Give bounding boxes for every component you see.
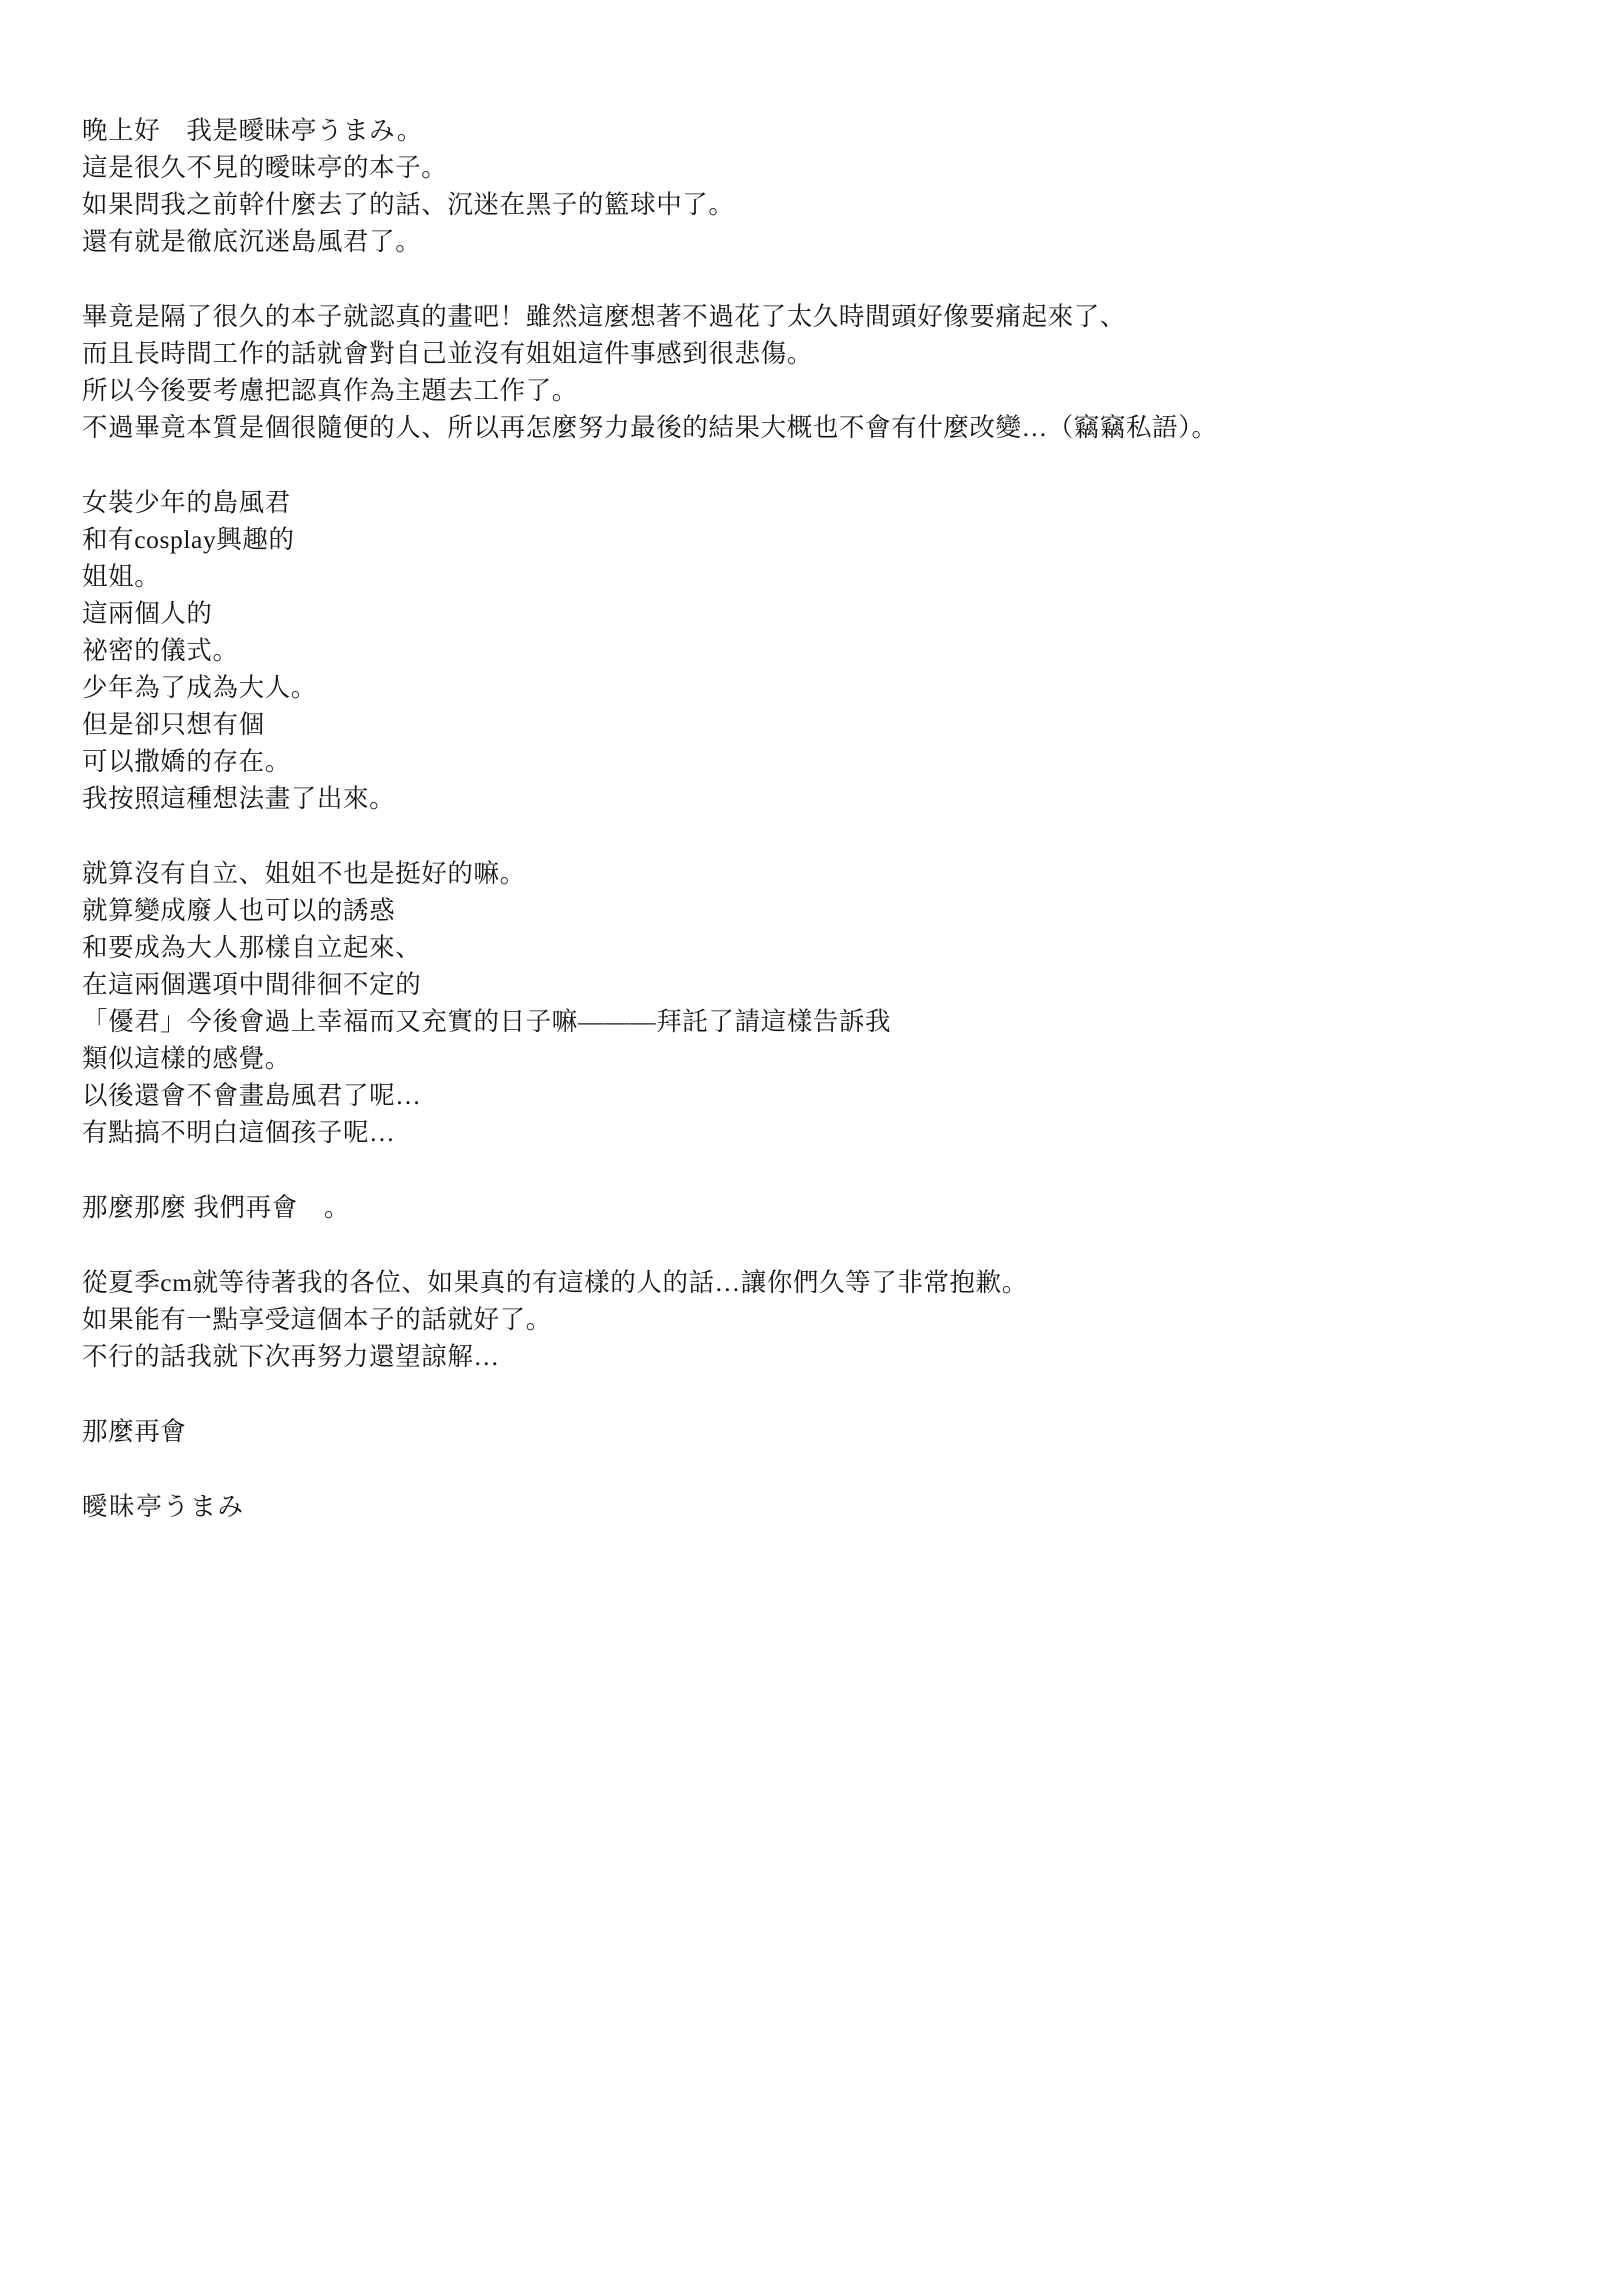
text-line: 所以今後要考慮把認真作為主題去工作了。 bbox=[82, 376, 578, 405]
text-line: 少年為了成為大人。 bbox=[82, 673, 317, 702]
text-line: 如果能有一點享受這個本子的話就好了。 bbox=[82, 1305, 552, 1334]
paragraph-farewell-1 bbox=[82, 1189, 1482, 1226]
text-line: 就算變成廢人也可以的誘惑 bbox=[82, 896, 396, 925]
paragraph-farewell-2 bbox=[82, 1413, 1482, 1450]
text-line: 不過畢竟本質是個很隨便的人、所以再怎麼努力最後的結果大概也不會有什麼改變…（竊竊私語）。 bbox=[82, 413, 1218, 442]
paragraph-greeting bbox=[82, 112, 1482, 260]
paragraph-working-notes bbox=[82, 298, 1482, 446]
text-line: 和要成為大人那樣自立起來、 bbox=[82, 933, 422, 962]
text-line: 在這兩個選項中間徘徊不定的 bbox=[82, 970, 422, 999]
text-line: 這是很久不見的曖昧亭的本子。 bbox=[82, 153, 448, 182]
text-line: 不行的話我就下次再努力還望諒解… bbox=[82, 1342, 500, 1371]
text-line: 女裝少年的島風君 bbox=[82, 488, 291, 517]
text-line: 那麼再會 bbox=[82, 1417, 187, 1446]
text-line: 以後還會不會畫島風君了呢… bbox=[82, 1081, 422, 1110]
text-line: 可以撒嬌的存在。 bbox=[82, 747, 291, 776]
text-line: 畢竟是隔了很久的本子就認真的畫吧！雖然這麼想著不過花了太久時間頭好像要痛起來了、 bbox=[82, 302, 1127, 331]
text-line: 類似這樣的感覺。 bbox=[82, 1044, 291, 1073]
text-line: 和有cosplay興趣的 bbox=[82, 525, 295, 554]
signature-block bbox=[82, 1488, 1482, 1525]
text-line: 就算沒有自立、姐姐不也是挺好的嘛。 bbox=[82, 859, 526, 888]
text-line: 我按照這種想法畫了出來。 bbox=[82, 784, 396, 813]
text-line: 姐姐。 bbox=[82, 562, 161, 591]
text-line: 從夏季cm就等待著我的各位、如果真的有這樣的人的話…讓你們久等了非常抱歉。 bbox=[82, 1268, 1028, 1297]
author-signature: 曖昧亭うまみ bbox=[82, 1492, 245, 1521]
text-line: 祕密的儀式。 bbox=[82, 636, 239, 665]
text-line: 如果問我之前幹什麼去了的話、沉迷在黑子的籃球中了。 bbox=[82, 190, 735, 219]
text-line: 這兩個人的 bbox=[82, 599, 213, 628]
afterword-text-block bbox=[82, 112, 1482, 1525]
text-line: 晚上好 我是曖昧亭うまみ。 bbox=[82, 116, 423, 145]
text-line: 有點搞不明白這個孩子呢… bbox=[82, 1118, 396, 1147]
paragraph-thanks bbox=[82, 1264, 1482, 1375]
paragraph-story-premise bbox=[82, 484, 1482, 817]
text-line: 而且長時間工作的話就會對自己並沒有姐姐這件事感到很悲傷。 bbox=[82, 339, 813, 368]
text-line: 「優君」今後會過上幸福而又充實的日子嘛———拜託了請這樣告訴我 bbox=[82, 1007, 892, 1036]
text-line: 還有就是徹底沉迷島風君了。 bbox=[82, 227, 422, 256]
text-line: 那麼那麼 我們再會 。 bbox=[82, 1193, 350, 1222]
paragraph-feelings bbox=[82, 855, 1482, 1151]
text-line: 但是卻只想有個 bbox=[82, 710, 265, 739]
